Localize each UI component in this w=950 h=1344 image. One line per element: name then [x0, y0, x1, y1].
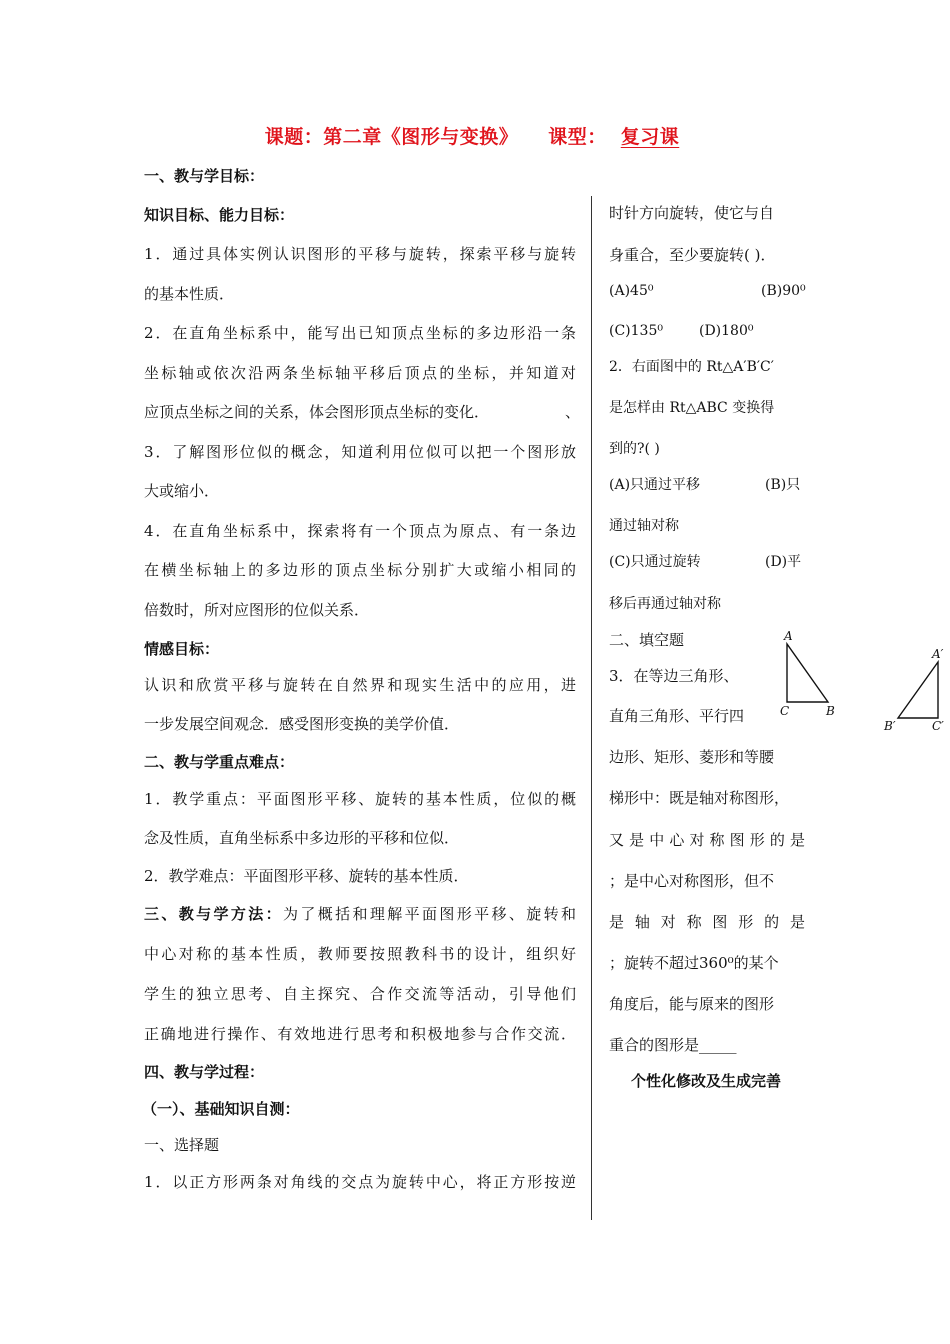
subsection-heading: （一）、基础知识自测：: [142, 1100, 300, 1118]
paragraph-line: 2．在直角坐标系中，能写出已知顶点坐标的多边形沿一条: [144, 324, 576, 342]
section-heading: 三、教与学方法：: [144, 905, 283, 923]
paragraph-text: 为了概括和理解平面图形平移、旋转和: [283, 905, 576, 923]
option-d: (D)180⁰: [699, 323, 754, 339]
option-b-cont: 通过轴对称: [609, 518, 679, 534]
label-b: B: [826, 704, 835, 718]
paragraph-line: 坐标轴或依次沿两条坐标轴平移后顶点的坐标，并知道对: [144, 364, 576, 382]
section-heading: 二、教与学重点难点：: [144, 753, 295, 771]
paragraph-line: 学生的独立思考、自主探究、合作交流等活动，引导他们: [144, 985, 576, 1003]
option-b: (B)只: [765, 477, 801, 493]
paragraph-line: 4．在直角坐标系中，探索将有一个顶点为原点、有一条边: [144, 522, 576, 540]
label-b-prime: B′: [884, 719, 896, 733]
title-type-label: 课型：: [548, 126, 607, 148]
option-a: (A)只通过平移: [609, 477, 701, 493]
paragraph-line: 正确地进行操作、有效地进行思考和积极地参与合作交流．: [144, 1025, 576, 1043]
triangle-a1b1c1-figure: [880, 640, 950, 739]
label-c-prime: C′: [932, 719, 944, 733]
option-d: (D)平: [765, 554, 802, 570]
paragraph-line: 大或缩小．: [144, 482, 220, 500]
section-heading: 四、教与学过程：: [144, 1063, 265, 1081]
question-line: 又是中心对称图形的是: [609, 831, 805, 849]
paragraph-line: 念及性质，直角坐标系中多边形的平移和位似．: [144, 829, 460, 847]
paragraph-line: 一步发展空间观念．感受图形变换的美学价值．: [144, 715, 460, 733]
question-line: 直角三角形、平行四: [609, 707, 745, 725]
paragraph-line: 3．了解图形位似的概念，知道利用位似可以把一个图形放: [144, 443, 576, 461]
question-line: 是怎样由 Rt△ABC 变换得: [609, 400, 775, 416]
note-heading: 个性化修改及生成完善: [631, 1072, 782, 1090]
label-a-prime: A′: [932, 647, 944, 661]
question-line: 角度后，能与原来的图形: [609, 995, 775, 1013]
question-line: 到的?( ): [609, 441, 660, 457]
label-a: A: [784, 629, 793, 643]
paragraph-line: [144, 904, 576, 924]
question-line: 时针方向旋转，使它与自: [609, 204, 775, 222]
title-main: 课题：第二章《图形与变换》: [264, 126, 519, 148]
label-c: C: [780, 704, 790, 718]
paragraph-line: 2．教学难点：平面图形平移、旋转的基本性质．: [144, 867, 469, 885]
paragraph-line: 的基本性质．: [144, 285, 235, 303]
question-line: 边形、矩形、菱形和等腰: [609, 748, 775, 766]
question-line: 3．在等边三角形、: [609, 667, 739, 685]
question-type: 二、填空题: [609, 631, 685, 649]
paragraph-line: 1．教学重点：平面图形平移、旋转的基本性质，位似的概: [144, 790, 576, 808]
paragraph-line: 中心对称的基本性质，教师要按照教科书的设计，组织好: [144, 945, 576, 963]
question-line: 2．右面图中的 Rt△A′B′C′: [609, 359, 774, 375]
page-title: [0, 122, 950, 149]
option-a: (A)45⁰: [609, 283, 654, 299]
question-type: 一、选择题: [144, 1136, 220, 1154]
subsection-heading: 知识目标、能力目标：: [144, 206, 295, 224]
option-d-cont: 移后再通过轴对称: [609, 596, 721, 612]
question-line: 1．以正方形两条对角线的交点为旋转中心，将正方形按逆: [144, 1173, 576, 1191]
question-line: 重合的图形是_____: [609, 1036, 737, 1054]
section-heading: 一、教与学目标：: [144, 167, 265, 185]
paragraph-line: 应顶点坐标之间的关系，体会图形顶点坐标的变化．: [144, 403, 490, 421]
question-line: 是轴对称图形的是: [609, 913, 805, 931]
paragraph-line: 认识和欣赏平移与旋转在自然界和现实生活中的应用，进: [144, 676, 576, 694]
question-line: 身重合，至少要旋转( )．: [609, 246, 776, 264]
option-c: (C)135⁰: [609, 323, 663, 339]
paragraph-line: 1．通过具体实例认识图形的平移与旋转，探索平移与旋转: [144, 245, 576, 263]
option-c: (C)只通过旋转: [609, 554, 701, 570]
question-line: ；旋转不超过360⁰的某个: [609, 954, 779, 972]
question-line: ；是中心对称图形，但不: [609, 872, 775, 890]
column-divider: [591, 196, 592, 1220]
title-type-value: 复习课: [620, 126, 680, 148]
stray-mark: 、: [565, 403, 581, 421]
triangle-abc-figure: [772, 626, 842, 725]
subsection-heading: 情感目标：: [144, 640, 220, 658]
paragraph-line: 倍数时，所对应图形的位似关系．: [144, 601, 370, 619]
question-line: 梯形中：既是轴对称图形，: [609, 789, 790, 807]
paragraph-line: 在横坐标轴上的多边形的顶点坐标分别扩大或缩小相同的: [144, 561, 576, 579]
option-b: (B)90⁰: [761, 283, 806, 299]
